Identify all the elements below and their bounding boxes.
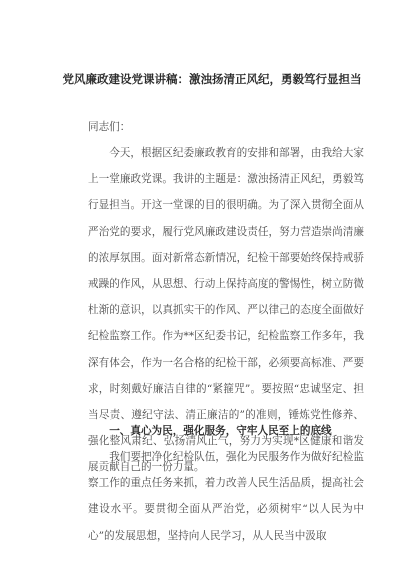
body-paragraph: 我们要把净化纪检队伍，强化为民服务作为做好纪检监察工作的重点任务来抓，着力改善人民生活品质，提高社会建设水平。要贯彻全面从严治党，必须树牢“以人民为中心”的发展思想，坚持向人民学习，从人民当中汲取 — [88, 451, 364, 542]
salutation: 同志们： — [88, 121, 131, 133]
section-heading: 一、真心为民，强化服务，守牢人民至上的底线 — [109, 425, 332, 437]
body-paragraph: 今天，根据区纪委廉政教育的安排和部署，由我给大家上一堂廉政党课。我讲的主题是：激浊扬清正风纪，勇毅笃行显担当。开这一堂课的目的很明确。为了深入贯彻全面从严治党的要求，履行党风廉政建设责任，努力营造崇尚清廉的浓厚氛围。面对新常态新情况，纪检干部要始终保持戒骄戒躁的作风，从思想、行动上保持高度的警惕性，树立防微杜渐的意识，以真抓实干的作风、严以律己的态度全面做好纪检监察工作。作为**区纪委书记，纪检监察工作多年，我深有体会，作为一名合格的纪检干部，必须要高标准、严要求，时刻戴好廉洁自律的“紧箍咒”。要按照“忠诚坚定、担当尽责、遵纪守法、清正廉洁的”的准则，锤炼党性修养、强化整风肃纪、弘扬清风正气，努力为实现*区健康和谐发展贡献自己的一份力量。 — [88, 147, 364, 474]
document-title: 党风廉政建设党课讲稿：激浊扬清正风纪，勇毅笃行显担当 — [62, 72, 362, 86]
